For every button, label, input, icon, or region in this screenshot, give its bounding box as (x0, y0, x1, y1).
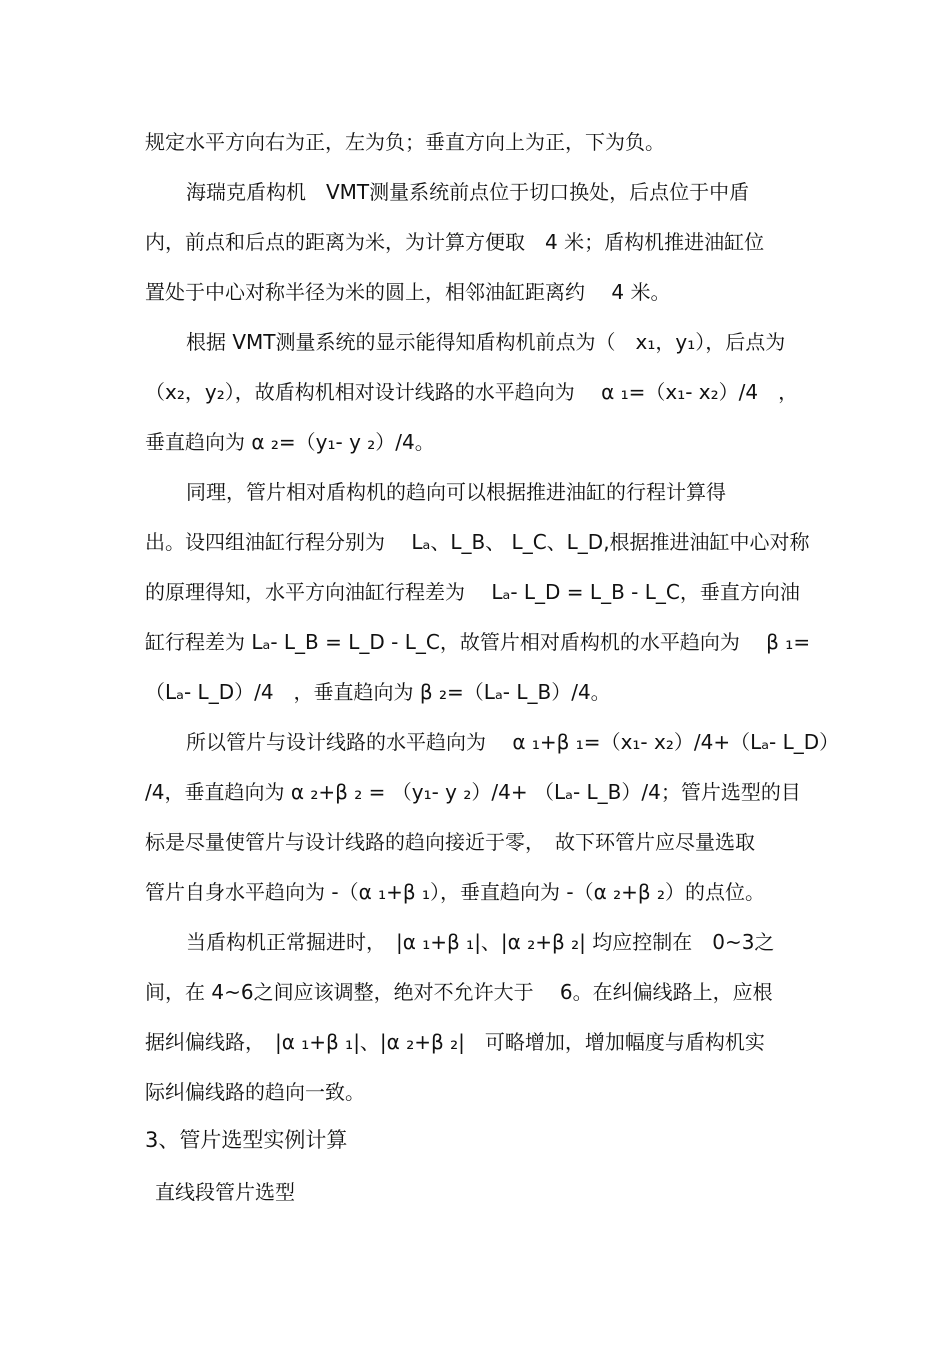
text-line: 缸行程差为 Lₐ- L_B = L_D - L_C，故管片相对盾构机的水平趋向为 β ₁= (145, 630, 811, 654)
section-heading: 3、管片选型实例计算 (145, 1128, 348, 1152)
text-line: 的原理得知，水平方向油缸行程差为 Lₐ- L_D = L_B - L_C，垂直方向油 (145, 580, 800, 604)
text-line: 根据 VMT测量系统的显示能得知盾构机前点为（ x₁，y₁），后点为 (186, 330, 786, 354)
text-line: 管片自身水平趋向为 -（α ₁+β ₁），垂直趋向为 -（α ₂+β ₂）的点位。 (145, 880, 766, 904)
text-line: 同理，管片相对盾构机的趋向可以根据推进油缸的行程计算得 (186, 480, 726, 504)
text-line: 际纠偏线路的趋向一致。 (145, 1080, 365, 1104)
text-line: 当盾构机正常掘进时， |α ₁+β ₁|、|α ₂+β ₂| 均应控制在 0~3之 (186, 930, 775, 954)
text-line: 垂直趋向为 α ₂=（y₁- y ₂）/4。 (145, 430, 435, 454)
text-line: 出。设四组油缸行程分别为 Lₐ、L_B、 L_C、L_D,根据推进油缸中心对称 (145, 530, 810, 554)
text-line: 据纠偏线路， |α ₁+β ₁|、|α ₂+β ₂| 可略增加，增加幅度与盾构机实 (145, 1030, 765, 1054)
text-line: 规定水平方向右为正，左为负；垂直方向上为正，下为负。 (145, 130, 665, 154)
text-line: /4，垂直趋向为 α ₂+β ₂ = （y₁- y ₂）/4+ （Lₐ- L_B）/4；管片选型的目 (145, 780, 801, 804)
subsection-heading: 直线段管片选型 (155, 1180, 295, 1204)
text-line: 所以管片与设计线路的水平趋向为 α ₁+β ₁=（x₁- x₂）/4+（Lₐ- L_D） (186, 730, 840, 754)
text-line: 标是尽量使管片与设计线路的趋向接近于零， 故下环管片应尽量选取 (145, 830, 755, 854)
text-line: 海瑞克盾构机 VMT测量系统前点位于切口换处，后点位于中盾 (186, 180, 750, 204)
text-line: 间，在 4~6之间应该调整，绝对不允许大于 6。在纠偏线路上，应根 (145, 980, 773, 1004)
text-line: （x₂，y₂），故盾构机相对设计线路的水平趋向为 α ₁=（x₁- x₂）/4 ， (145, 380, 799, 404)
text-line: （Lₐ- L_D）/4 ，垂直趋向为 β ₂=（Lₐ- L_B）/4。 (145, 680, 611, 704)
text-line: 内，前点和后点的距离为米，为计算方便取 4 米；盾构机推进油缸位 (145, 230, 765, 254)
text-line: 置处于中心对称半径为米的圆上，相邻油缸距离约 4 米。 (145, 280, 671, 304)
